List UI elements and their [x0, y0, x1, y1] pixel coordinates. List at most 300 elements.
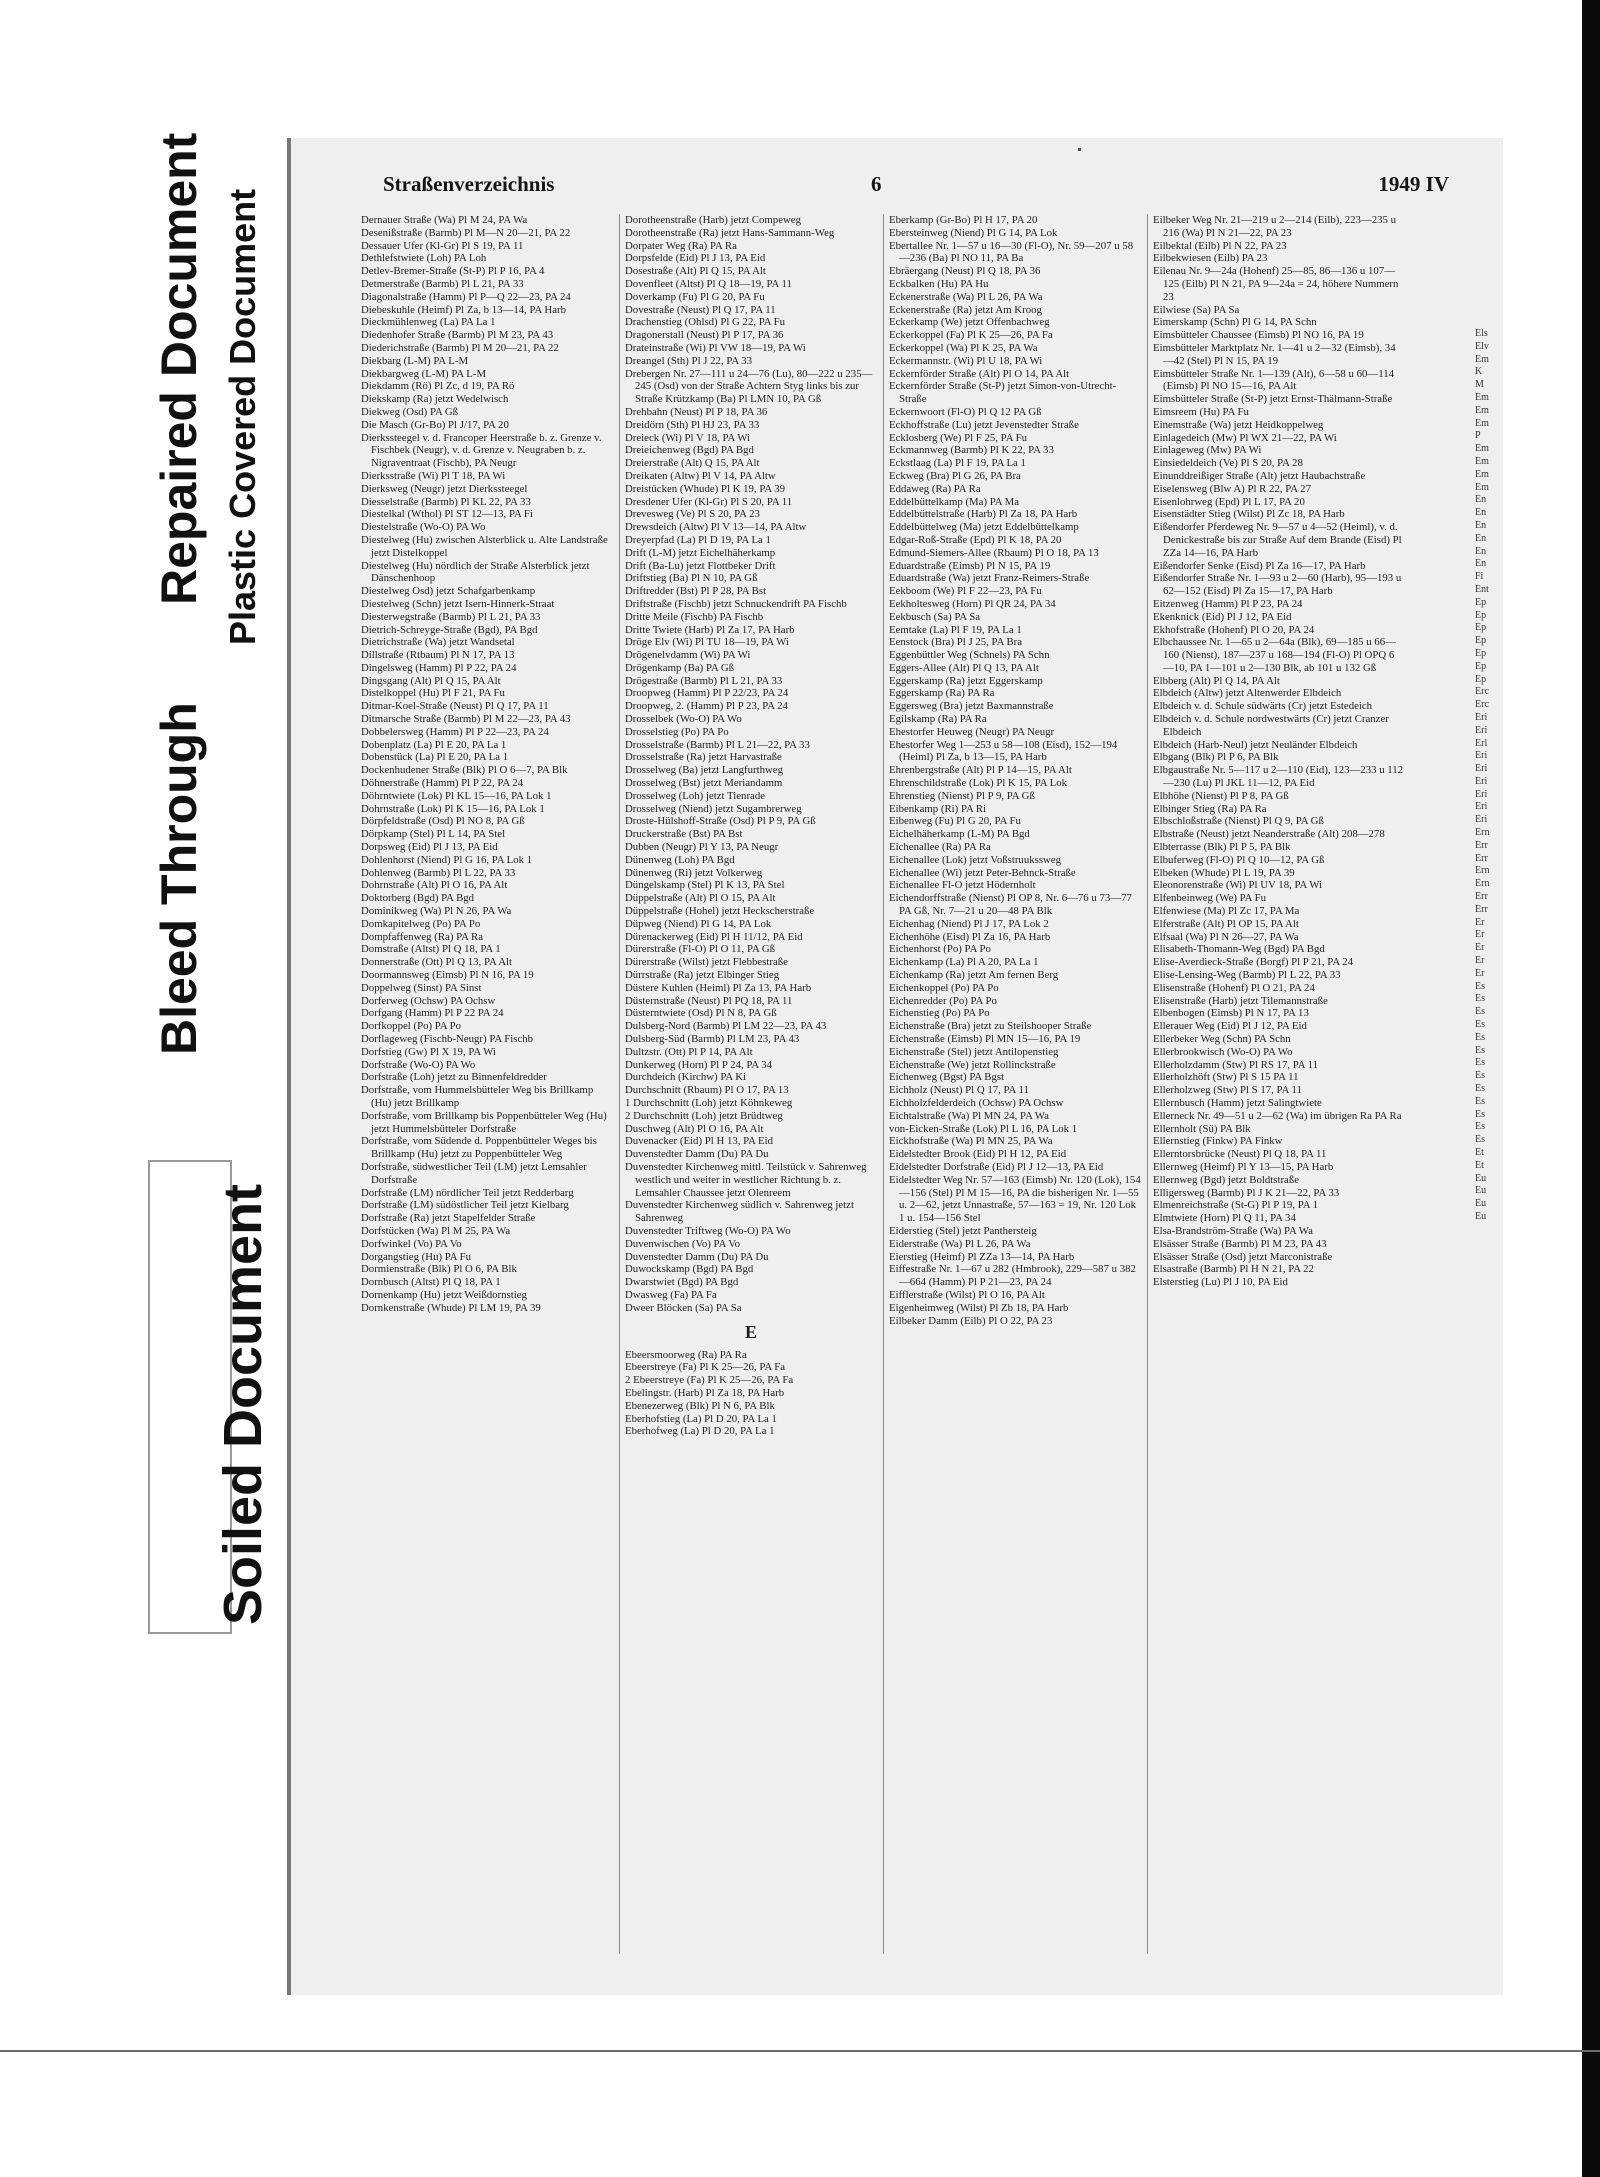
- street-entry: Eichenstraße (Bra) jetzt zu Steilshooper Straße: [889, 1020, 1092, 1033]
- street-entry: Eidelstedter Dorfstraße (Eid) Pl J 12—13, PA Eid: [889, 1160, 1104, 1173]
- street-entry: Ellerntorsbrücke (Neust) Pl Q 18, PA 11: [1153, 1148, 1327, 1161]
- street-entry: Drebergen Nr. 27—111 u 24—76 (Lu), 80—222 u 235—245 (Osd) von der Straße Achtern Styg links bis zur Straße Krützkamp (Ba) Pl LMN 10, PA Gß: [625, 367, 873, 406]
- street-entry: Elbeken (Whude) Pl L 19, PA 39: [1153, 866, 1295, 879]
- street-entry: Dominikweg (Wa) Pl N 26, PA Wa: [361, 905, 512, 918]
- street-entry: Ehrenschildstraße (Lok) Pl K 15, PA Lok: [889, 777, 1068, 790]
- street-entry: Eichenallee (Wi) jetzt Peter-Behnck-Straße: [889, 866, 1076, 879]
- street-entry: Dobenplatz (La) Pl E 20, PA La 1: [361, 738, 507, 751]
- street-entry: Diekweg (Osd) PA Gß: [361, 405, 459, 418]
- street-entry: Einlageweg (Mw) PA Wi: [1153, 444, 1262, 457]
- street-entry: Elsa-Brandström-Straße (Wa) PA Wa: [1153, 1224, 1313, 1237]
- street-entry: Elise-Lensing-Weg (Barmb) Pl L 22, PA 33: [1153, 969, 1341, 982]
- fragment-line: Eu: [1475, 1172, 1487, 1184]
- fragment-line: En: [1475, 532, 1487, 544]
- fragment-line: Fi: [1475, 571, 1484, 583]
- fragment-line: Ep: [1475, 609, 1487, 621]
- street-entry: Elsterstieg (Lu) Pl J 10, PA Eid: [1153, 1276, 1288, 1289]
- fragment-line: Ep: [1475, 673, 1487, 685]
- street-entry: Dresdener Ufer (Kl-Gr) Pl S 20, PA 11: [625, 495, 793, 508]
- street-entry: Eggersweg (Bra) jetzt Baxmannstraße: [889, 700, 1054, 713]
- street-entry: 2 Durchschnitt (Loh) jetzt Brüdtweg: [625, 1109, 783, 1122]
- street-entry: Eilwiese (Sa) PA Sa: [1153, 303, 1240, 316]
- street-entry: Dorferweg (Ochsw) PA Ochsw: [361, 994, 496, 1007]
- street-entry: Ellerneck Nr. 49—51 u 2—62 (Wa) im übrigen Ra PA Ra: [1153, 1109, 1402, 1122]
- street-entry: Eichenkamp (La) Pl A 20, PA La 1: [889, 956, 1039, 969]
- fragment-line: Em: [1475, 443, 1489, 455]
- street-entry: Doormannsweg (Eimsb) Pl N 16, PA 19: [361, 969, 534, 982]
- street-entry: Ellerbeker Weg (Schn) PA Schn: [1153, 1033, 1291, 1045]
- street-entry: Eichenstieg (Po) PA Po: [889, 1007, 990, 1020]
- fragment-line: Et: [1475, 1159, 1484, 1171]
- street-entry: Ellerauer Weg (Eid) Pl J 12, PA Eid: [1153, 1020, 1307, 1033]
- fragment-line: Es: [1475, 1108, 1485, 1120]
- scan-border-right: [1582, 0, 1600, 2177]
- street-entry: Dürerstraße (Fl-O) Pl O 11, PA Gß: [625, 943, 776, 956]
- street-entry: Eckbalken (Hu) PA Hu: [889, 277, 989, 290]
- street-entry: Diebeskuhle (Heimf) Pl Za, b 13—14, PA Harb: [361, 303, 567, 316]
- street-entry: Elise-Averdieck-Straße (Borgf) Pl P 21, PA 24: [1153, 956, 1354, 969]
- street-entry: Dompfaffenweg (Ra) PA Ra: [361, 930, 484, 943]
- fragment-line: Err: [1475, 891, 1488, 903]
- street-entry: Drift (L-M) jetzt Eichelhäherkamp: [625, 546, 776, 559]
- street-entry: Eichenallee Fl-O jetzt Hödernholt: [889, 879, 1036, 892]
- street-entry: Eißendorfer Pferdeweg Nr. 9—57 u 4—52 (Heiml), v. d. Denickestraße bis zur Straße Auf dem Brande (Eisd) Pl ZZa 14—16, PA Harb: [1153, 521, 1402, 559]
- street-entry: Elbdeich (Altw) jetzt Altenwerder Elbdeich: [1153, 687, 1342, 700]
- street-entry: Droste-Hülshoff-Straße (Osd) Pl P 9, PA Gß: [625, 815, 816, 828]
- street-entry: Dreieichenweg (Bgd) PA Bgd: [625, 444, 754, 457]
- street-entry: Dragonerstall (Neust) Pl P 17, PA 36: [625, 329, 784, 342]
- street-entry: Dorfstraße (LM) nördlicher Teil jetzt Redderbarg: [361, 1186, 574, 1199]
- street-entry: Eilbekwiesen (Eilb) PA 23: [1153, 252, 1268, 265]
- street-entry: Dierksweg (Neugr) jetzt Dierkssteegel: [361, 482, 528, 495]
- street-entry: Eckhoffstraße (Lu) jetzt Jevenstedter Straße: [889, 418, 1079, 431]
- street-entry: Ellernholt (Sü) PA Blk: [1153, 1122, 1251, 1135]
- street-entry: Eißendorfer Senke (Eisd) Pl Za 16—17, PA Harb: [1153, 559, 1366, 572]
- street-entry: Dovestraße (Neust) Pl Q 17, PA 11: [625, 303, 776, 316]
- street-entry: Dürerstraße (Wilst) jetzt Flebbestraße: [625, 956, 788, 969]
- street-entry: Ellernweg (Bgd) jetzt Boldtstraße: [1153, 1173, 1300, 1186]
- street-entry: Dierkssteegel v. d. Francoper Heerstraße b. z. Grenze v. Fischbek (Neugr), v. d. Grenze v. Neugraben b. z. Nigraventraat (Fischb), PA Neugr: [361, 431, 602, 470]
- street-entry: Dreidörn (Sth) Pl HJ 23, PA 33: [625, 418, 760, 431]
- street-entry: Dorfstraße (LM) südöstlicher Teil jetzt Kielbarg: [361, 1199, 569, 1212]
- fragment-line: Eri: [1475, 788, 1488, 800]
- street-entry: Diestelweg (Hu) nördlich der Straße Alsterblick jetzt Dänschenhoop: [361, 559, 590, 585]
- street-entry: Eiselensweg (Blw A) Pl R 22, PA 27: [1153, 482, 1311, 495]
- fragment-line: Em: [1475, 455, 1489, 467]
- fragment-line: Ern: [1475, 865, 1490, 877]
- street-entry: Dillstraße (Rtbaum) Pl N 17, PA 13: [361, 649, 515, 662]
- street-entry: Eichenweg (Bgst) PA Bgst: [889, 1071, 1005, 1084]
- street-entry: Domstraße (Altst) Pl Q 18, PA 1: [361, 943, 501, 956]
- street-entry: Elmtwiete (Horn) Pl Q 11, PA 34: [1153, 1212, 1296, 1225]
- street-entry: Diagonalstraße (Hamm) Pl P—Q 22—23, PA 24: [361, 290, 571, 303]
- street-entry: Ebeerstreye (Fa) Pl K 25—26, PA Fa: [625, 1361, 786, 1374]
- street-entry: Eiderstraße (Wa) Pl L 26, PA Wa: [889, 1237, 1031, 1250]
- fragment-line: Es: [1475, 1006, 1485, 1018]
- street-entry: Eimerskamp (Schn) Pl G 14, PA Schn: [1153, 316, 1317, 329]
- street-entry: Elfenwiese (Ma) Pl Zc 17, PA Ma: [1153, 905, 1300, 918]
- street-entry: Eckenerstraße (Ra) jetzt Am Kroog: [889, 303, 1042, 316]
- street-entry: Eidelstedter Brook (Eid) Pl H 12, PA Eid: [889, 1148, 1067, 1161]
- street-entry: Eichenredder (Po) PA Po: [889, 994, 997, 1007]
- column-rule: [619, 214, 620, 1954]
- street-entry: Einemstraße (Wa) jetzt Heidkoppelweg: [1153, 418, 1324, 431]
- street-entry: Distelkoppel (Hu) Pl F 21, PA Fu: [361, 687, 505, 700]
- street-entry: Elbdeich (Harb-Neul) jetzt Neuländer Elbdeich: [1153, 738, 1358, 751]
- street-entry: Elsastraße (Barmb) Pl H N 21, PA 22: [1153, 1263, 1314, 1276]
- street-entry: Eichenkamp (Ra) jetzt Am fernen Berg: [889, 969, 1059, 982]
- street-entry: Dweer Blöcken (Sa) PA Sa: [625, 1301, 742, 1314]
- street-entry: Düppelstraße (Alt) Pl O 15, PA Alt: [625, 892, 776, 905]
- fragment-line: Es: [1475, 1019, 1485, 1031]
- street-entry: Duschweg (Alt) Pl O 16, PA Alt: [625, 1122, 764, 1135]
- fragment-line: Eu: [1475, 1185, 1487, 1197]
- street-entry: Eberkamp (Gr-Bo) Pl H 17, PA 20: [889, 214, 1038, 226]
- fragment-line: Ep: [1475, 622, 1487, 634]
- street-entry: Detmerstraße (Barmb) Pl L 21, PA 33: [361, 277, 524, 290]
- street-entry: Druckerstraße (Bst) PA Bst: [625, 828, 743, 841]
- street-entry: Elbberg (Alt) Pl Q 14, PA Alt: [1153, 674, 1280, 687]
- page-number: 6: [871, 172, 882, 196]
- street-entry: Ellerholzweg (Stw) Pl S 17, PA 11: [1153, 1084, 1302, 1097]
- street-entry: Eitzenweg (Hamm) Pl P 23, PA 24: [1153, 597, 1303, 610]
- stamp-bleed-through: Bleed Through: [151, 702, 207, 1055]
- column-rule: [1147, 214, 1148, 1954]
- fragment-line: Eri: [1475, 711, 1488, 723]
- fragment-line: Er: [1475, 942, 1485, 954]
- fragment-line: P: [1475, 430, 1481, 442]
- fragment-line: Es: [1475, 1070, 1485, 1082]
- street-entry: Dorfstraße, vom Brillkamp bis Poppenbütteler Weg (Hu) jetzt Hummelsbütteler Dorfstraße: [361, 1109, 607, 1135]
- street-entry: Eickhofstraße (Wa) Pl MN 25, PA Wa: [889, 1135, 1053, 1148]
- street-entry: Driftstieg (Ba) Pl N 10, PA Gß: [625, 572, 758, 585]
- street-entry: Dorpsfelde (Eid) Pl J 13, PA Eid: [625, 252, 766, 265]
- street-entry: Düstere Kuhlen (Heiml) Pl Za 13, PA Harb: [625, 981, 812, 994]
- street-entry: Elferstraße (Alt) Pl OP 15, PA Alt: [1153, 917, 1299, 930]
- street-entry: 2 Ebeerstreye (Fa) Pl K 25—26, PA Fa: [625, 1374, 794, 1387]
- street-entry: Dessauer Ufer (Kl-Gr) Pl S 19, PA 11: [361, 239, 524, 252]
- fragment-line: Es: [1475, 980, 1485, 992]
- street-entry: Detlev-Bremer-Straße (St-P) Pl P 16, PA 4: [361, 265, 545, 278]
- fragment-line: Et: [1475, 1147, 1484, 1158]
- street-entry: Dreistücken (Whude) Pl K 19, PA 39: [625, 482, 786, 495]
- street-entry: Eekboom (We) Pl F 22—23, PA Fu: [889, 585, 1042, 598]
- street-entry: Dorfstraße, vom Südende d. Poppenbütteler Weges bis Brillkamp (Hu) jetzt zu Poppenbütteler Weg: [361, 1135, 597, 1161]
- street-entry: Elbinger Stieg (Ra) PA Ra: [1153, 802, 1267, 815]
- street-entry: Dornenkamp (Hu) jetzt Weißdornstieg: [361, 1288, 527, 1301]
- fragment-line: Es: [1475, 1031, 1485, 1043]
- street-entry: Duvenstedter Triftweg (Wo-O) PA Wo: [625, 1224, 791, 1237]
- street-entry: Elbstraße (Neust) jetzt Neanderstraße (Alt) 208—278: [1153, 828, 1385, 841]
- street-entry: Dritte Meile (Fischb) PA Fischb: [625, 610, 764, 623]
- street-entry: Eddelbüttelstraße (Harb) Pl Za 18, PA Harb: [889, 508, 1078, 521]
- street-entry: Dorpsweg (Eid) Pl J 13, PA Eid: [361, 841, 498, 854]
- street-entry: Doktorberg (Bgd) PA Bgd: [361, 892, 475, 905]
- street-entry: Ehrenbergstraße (Alt) Pl P 14—15, PA Alt: [889, 764, 1072, 777]
- street-entry: Dultzstr. (Ott) Pl P 14, PA Alt: [625, 1045, 753, 1058]
- street-entry: Egilskamp (Ra) PA Ra: [889, 713, 987, 726]
- stamp-plastic-covered: Plastic Covered Document: [222, 188, 263, 645]
- street-entry: Duvenacker (Eid) Pl H 13, PA Eid: [625, 1135, 774, 1148]
- street-entry: Dünenweg (Ri) jetzt Volkerweg: [625, 866, 763, 879]
- street-entry: Elligersweg (Barmb) Pl J K 21—22, PA 33: [1153, 1186, 1340, 1199]
- fragment-line: Eri: [1475, 750, 1488, 762]
- fragment-line: Els: [1475, 328, 1488, 339]
- street-entry: Eddelbüttelkamp (Ma) PA Ma: [889, 495, 1020, 508]
- street-entry: Ellernstieg (Finkw) PA Finkw: [1153, 1135, 1283, 1148]
- street-entry: Dürenackerweg (Eid) Pl H 11/12, PA Eid: [625, 930, 803, 943]
- street-entry: Düpweg (Niend) Pl G 14, PA Lok: [625, 917, 772, 930]
- street-entry: Ebenezerweg (Blk) Pl N 6, PA Blk: [625, 1399, 775, 1412]
- street-entry: Dorfstraße, vom Hummelsbütteler Weg bis Brillkamp (Hu) jetzt Brillkamp: [361, 1084, 594, 1109]
- street-entry: Drosselweg (Ba) jetzt Langfurthweg: [625, 764, 783, 777]
- street-entry: Duvenstedter Kirchenweg südlich v. Sahrenweg jetzt Sahrenweg: [625, 1199, 854, 1225]
- fragment-line: Eu: [1475, 1198, 1487, 1210]
- street-entry: Eimsbütteler Straße Nr. 1—139 (Alt), 6—58 u 60—114 (Eimsb) Pl NO 15—16, PA Alt: [1153, 367, 1394, 393]
- street-entry: Eckmannweg (Barmb) Pl K 22, PA 33: [889, 444, 1054, 457]
- fragment-line: Es: [1475, 1095, 1485, 1107]
- street-entry: Eierstieg (Heimf) Pl ZZa 13—14, PA Harb: [889, 1250, 1075, 1263]
- street-entry: Eckerkoppel (Wa) Pl K 25, PA Wa: [889, 341, 1038, 354]
- street-entry: Elbenbogen (Eimsb) Pl N 17, PA 13: [1153, 1007, 1309, 1020]
- street-entry: Eckenerstraße (Wa) Pl L 26, PA Wa: [889, 290, 1043, 303]
- street-entry: Dörpkamp (Stel) Pl L 14, PA Stel: [361, 828, 506, 841]
- fragment-line: Eri: [1475, 763, 1488, 775]
- page-header: [383, 172, 1449, 200]
- street-entry: Dulsberg-Nord (Barmb) Pl LM 22—23, PA 43: [625, 1020, 827, 1033]
- street-entry: Elmenreichstraße (St-G) Pl P 19, PA 1: [1153, 1199, 1319, 1212]
- street-entry: Dünenweg (Loh) PA Bgd: [625, 853, 735, 866]
- street-entry: Dürrstraße (Ra) jetzt Elbinger Stieg: [625, 969, 780, 982]
- street-entry: Dreierstraße (Alt) Q 15, PA Alt: [625, 457, 760, 470]
- street-entry: Ehestorfer Weg 1—253 u 58—108 (Eisd), 152—194 (Heiml) Pl Za, b 13—15, PA Harb: [889, 738, 1118, 764]
- street-entry: Eleonorenstraße (Wi) Pl UV 18, PA Wi: [1153, 879, 1322, 892]
- street-entry: Eichholz (Neust) Pl Q 17, PA 11: [889, 1084, 1029, 1097]
- column-rule: [883, 214, 884, 1954]
- street-entry: Diestelstraße (Wo-O) PA Wo: [361, 521, 486, 534]
- street-entry: Diesselstraße (Barmb) Pl KL 22, PA 33: [361, 495, 531, 508]
- street-entry: Dorflageweg (Fischb-Neugr) PA Fischb: [361, 1033, 534, 1045]
- fragment-line: Err: [1475, 903, 1488, 915]
- street-entry: Diekskamp (Ra) jetzt Wedelwisch: [361, 393, 509, 406]
- street-entry: Driftstraße (Fischb) jetzt Schnuckendrift PA Fischb: [625, 597, 847, 610]
- street-entry: Dorfstraße (Loh) jetzt zu Binnenfeldredder: [361, 1071, 547, 1084]
- street-entry: Eilbeker Damm (Eilb) Pl O 22, PA 23: [889, 1314, 1053, 1327]
- fragment-line: Eri: [1475, 724, 1488, 736]
- street-entry: Ekenknick (Eid) Pl J 12, PA Eid: [1153, 610, 1292, 623]
- street-entry: Dorfstraße, südwestlicher Teil (LM) jetzt Lemsahler Dorfstraße: [361, 1160, 587, 1186]
- street-entry: Elsässer Straße (Barmb) Pl M 23, PA 43: [1153, 1237, 1327, 1250]
- stamp-soiled-document: Soiled Document: [213, 1183, 273, 1625]
- street-entry: Ellernweg (Heimf) Pl Y 13—15, PA Harb: [1153, 1160, 1334, 1173]
- street-entry: Ecklosberg (We) Pl F 25, PA Fu: [889, 431, 1028, 444]
- street-entry: Elbgang (Blk) Pl P 6, PA Blk: [1153, 751, 1279, 764]
- street-entry: Dornkenstraße (Whude) Pl LM 19, PA 39: [361, 1301, 541, 1314]
- fragment-line: En: [1475, 519, 1487, 531]
- header-title: Straßenverzeichnis: [383, 172, 555, 196]
- fragment-line: Erl: [1475, 737, 1488, 749]
- fragment-line: Elv: [1475, 340, 1489, 352]
- street-entry: Ebeersmoorweg (Ra) PA Ra: [625, 1348, 747, 1361]
- street-entry: Diestelkal (Wthol) Pl ST 12—13, PA Fi: [361, 508, 533, 521]
- street-entry: Eggenbüttler Weg (Schnels) PA Schn: [889, 649, 1050, 662]
- street-entry: Eddaweg (Ra) PA Ra: [889, 482, 981, 495]
- street-entry: Drosselweg (Niend) jetzt Sugambrerweg: [625, 802, 802, 815]
- street-entry: Dernauer Straße (Wa) Pl M 24, PA Wa: [361, 214, 528, 226]
- street-entry: Eisenlohrweg (Epd) Pl L 17, PA 20: [1153, 495, 1305, 508]
- street-entry: Ehestorfer Heuweg (Neugr) PA Neugr: [889, 725, 1055, 738]
- street-entry: Eiffestraße Nr. 1—67 u 282 (Hmbrook), 229—587 u 382—664 (Hamm) Pl P 21—23, PA 24: [889, 1263, 1136, 1289]
- street-entry: Eichenhorst (Po) PA Po: [889, 943, 991, 956]
- street-entry: Eckernförder Straße (Alt) Pl O 14, PA Alt: [889, 367, 1070, 380]
- street-entry: Dethlefstwiete (Loh) PA Loh: [361, 252, 487, 265]
- fragment-line: Em: [1475, 468, 1489, 480]
- street-entry: Eichenstraße (We) jetzt Rollinckstraße: [889, 1058, 1056, 1071]
- street-entry: Dunkerweg (Horn) Pl P 24, PA 34: [625, 1058, 773, 1071]
- street-entry: Dorpater Weg (Ra) PA Ra: [625, 239, 737, 252]
- street-entry: Ebertallee Nr. 1—57 u 16—30 (Fl-O), Nr. 59—207 u 58—236 (Ba) Pl NO 11, PA Ba: [889, 239, 1134, 265]
- fragment-line: Em: [1475, 391, 1489, 403]
- street-entry: Einunddreißiger Straße (Alt) jetzt Haubachstraße: [1153, 469, 1366, 482]
- street-entry: Elbschloßstraße (Nienst) Pl Q 9, PA Gß: [1153, 815, 1324, 828]
- street-entry: Doverkamp (Fu) Pl G 20, PA Fu: [625, 290, 765, 303]
- fragment-line: Es: [1475, 1121, 1485, 1133]
- street-entry: Eckernwoort (Fl-O) Pl Q 12 PA Gß: [889, 405, 1042, 418]
- street-entry: Ekhofstraße (Hohenf) Pl O 20, PA 24: [1153, 623, 1315, 636]
- street-entry: Ditmarsche Straße (Barmb) Pl M 22—23, PA 43: [361, 713, 571, 726]
- street-entry: Diekbarg (L-M) PA L-M: [361, 354, 469, 367]
- street-entry: Ehrenstieg (Nienst) Pl P 9, PA Gß: [889, 789, 1035, 802]
- street-entry: Eekbusch (Sa) PA Sa: [889, 610, 981, 623]
- street-entry: Dorotheenstraße (Harb) jetzt Compeweg: [625, 214, 801, 226]
- street-entry: Ellerholzdamm (Stw) Pl RS 17, PA 11: [1153, 1058, 1319, 1071]
- street-entry: Ditmar-Koel-Straße (Neust) Pl Q 17, PA 11: [361, 700, 549, 713]
- street-entry: Eberhofstieg (La) Pl D 20, PA La 1: [625, 1412, 777, 1425]
- street-entry: Einsiedeldeich (Ve) Pl S 20, PA 28: [1153, 457, 1303, 470]
- street-entry: Eggerskamp (Ra) PA Ra: [889, 687, 995, 700]
- street-entry: Dorfwinkel (Vo) PA Vo: [361, 1237, 462, 1250]
- street-entry: Dieckmühlenweg (La) PA La 1: [361, 316, 496, 329]
- street-entry: Dingelsweg (Hamm) Pl P 22, PA 24: [361, 661, 517, 674]
- street-entry: Drewsdeich (Altw) Pl V 13—14, PA Altw: [625, 521, 807, 534]
- street-entry: Ebersteinweg (Niend) Pl G 14, PA Lok: [889, 226, 1058, 239]
- street-entry: Eibenkamp (Ri) PA Ri: [889, 802, 987, 815]
- street-entry: Diestelweg Osd) jetzt Schafgarbenkamp: [361, 585, 536, 598]
- street-entry: Dulsberg-Süd (Barmb) Pl LM 23, PA 43: [625, 1033, 800, 1045]
- street-entry: Elisenstraße (Hohenf) Pl O 21, PA 24: [1153, 981, 1315, 994]
- fragment-line: Em: [1475, 353, 1489, 365]
- street-entry: Drögestraße (Barmb) Pl L 21, PA 33: [625, 674, 783, 687]
- street-entry: Ebelingstr. (Harb) Pl Za 18, PA Harb: [625, 1386, 785, 1399]
- fragment-line: En: [1475, 558, 1487, 570]
- street-entry: Eifflerstraße (Wilst) Pl O 16, PA Alt: [889, 1288, 1045, 1301]
- fragment-line: En: [1475, 507, 1487, 519]
- street-entry: Dietrichstraße (Wa) jetzt Wandsetal: [361, 636, 515, 649]
- street-entry: Elfenbeinweg (We) PA Fu: [1153, 892, 1266, 905]
- street-entry: Eduardstraße (Wa) jetzt Franz-Reimers-Straße: [889, 572, 1090, 585]
- street-entry: Droopweg, 2. (Hamm) Pl P 23, PA 24: [625, 700, 788, 713]
- street-entry: Diekbargweg (L-M) PA L-M: [361, 367, 487, 380]
- street-entry: Duvenstedter Kirchenweg mittl. Teilstück v. Sahrenweg westlich und weiter in westlicher Richtung b. z. Lemsahler Chaussee jetzt Olenreem: [625, 1160, 867, 1199]
- street-entry: Eilbeker Weg Nr. 21—219 u 2—214 (Eilb), 223—235 u 216 (Wa) Pl N 21—22, PA 23: [1153, 214, 1397, 239]
- street-entry: Ellerbrookwisch (Wo-O) PA Wo: [1153, 1045, 1293, 1058]
- street-entry: Drosselweg (Bst) jetzt Meriandamm: [625, 777, 783, 790]
- street-entry: Elfsaal (Wa) Pl N 26—27, PA Wa: [1153, 930, 1299, 943]
- street-entry: Drateinstraße (Wi) Pl VW 18—19, PA Wi: [625, 341, 806, 354]
- street-entry: Eigenheimweg (Wilst) Pl Zb 18, PA Harb: [889, 1301, 1069, 1314]
- street-entry: Drift (Ba-Lu) jetzt Flottbeker Drift: [625, 559, 776, 572]
- street-entry: Drögenelvdamm (Wi) PA Wi: [625, 649, 751, 662]
- street-entry: Eduardstraße (Eimsb) Pl N 15, PA 19: [889, 559, 1051, 572]
- street-entry: Eichelhäherkamp (L-M) PA Bgd: [889, 828, 1030, 841]
- street-entry: Elbhöhe (Nienst) Pl P 8, PA Gß: [1153, 789, 1289, 802]
- street-entry: Ellerholzhöft (Stw) Pl S 15 PA 11: [1153, 1071, 1299, 1084]
- street-entry: Dingsgang (Alt) Pl Q 15, PA Alt: [361, 674, 501, 687]
- header-year: 1949 IV: [1378, 172, 1449, 196]
- fragment-line: Es: [1475, 993, 1485, 1005]
- street-entry: Drosselweg (Loh) jetzt Tienrade: [625, 789, 766, 802]
- street-entry: Duwockskamp (Bgd) PA Bgd: [625, 1263, 754, 1276]
- street-entry: Drosselstieg (Po) PA Po: [625, 725, 729, 738]
- fragment-line: Erc: [1475, 699, 1489, 711]
- street-column-2: [625, 214, 877, 1438]
- street-entry: Eberhofweg (La) Pl D 20, PA La 1: [625, 1425, 775, 1438]
- fragment-line: Ep: [1475, 647, 1487, 659]
- street-entry: Elbdeich v. d. Schule nordwestwärts (Cr) jetzt Cranzer Elbdeich: [1153, 713, 1389, 738]
- street-entry: Diestelweg (Schn) jetzt Isern-Hinnerk-Straat: [361, 597, 555, 610]
- street-entry: Eimsbütteler Chaussee (Eimsb) Pl NO 16, PA 19: [1153, 329, 1364, 342]
- fragment-line: Er: [1475, 929, 1485, 941]
- street-column-1: [361, 214, 613, 1315]
- fragment-line: Ep: [1475, 635, 1487, 647]
- street-entry: Elbchaussee Nr. 1—65 u 2—64a (Blk), 69—185 u 66—160 (Nienst), 187—237 u 168—194 (Fl-O) Pl OPQ 6—10, PA 1—101 u 2—130 Blk, ab 101 u 132 Gß: [1153, 636, 1396, 674]
- street-entry: Drosselstraße (Ra) jetzt Harvastraße: [625, 751, 782, 764]
- street-entry: Düsterntwiete (Osd) Pl N 8, PA Gß: [625, 1007, 777, 1020]
- street-entry: Eilenau Nr. 9—24a (Hohenf) 25—85, 86—136 u 107—125 (Eilb) Pl N 21, PA 9—24a = 24, höhere Nummern 23: [1153, 265, 1399, 303]
- street-entry: Drosselstraße (Barmb) Pl L 21—22, PA 33: [625, 738, 810, 751]
- street-entry: Eemtake (La) Pl F 19, PA La 1: [889, 623, 1022, 636]
- street-entry: Eckerkamp (We) jetzt Offenbachweg: [889, 316, 1050, 329]
- street-entry: Eckstlaag (La) Pl F 19, PA La 1: [889, 457, 1026, 470]
- street-entry: Düsternstraße (Neust) Pl PQ 18, PA 11: [625, 994, 793, 1007]
- street-entry: Elsässer Straße (Osd) jetzt Marconistraße: [1153, 1250, 1333, 1263]
- street-entry: Elbterrasse (Blk) Pl P 5, PA Blk: [1153, 841, 1291, 854]
- street-entry: Eichtalstraße (Wa) Pl MN 24, PA Wa: [889, 1109, 1049, 1122]
- street-entry: Dobbelersweg (Hamm) Pl P 22—23, PA 24: [361, 725, 549, 738]
- street-entry: Dohrnstraße (Alt) Pl O 16, PA Alt: [361, 879, 508, 892]
- street-entry: Eiderstieg (Stel) jetzt Panthersteig: [889, 1224, 1037, 1237]
- street-entry: Elbuferweg (Fl-O) Pl Q 10—12, PA Gß: [1153, 853, 1325, 866]
- street-entry: Eenstock (Bra) Pl J 25, PA Bra: [889, 636, 1023, 649]
- street-entry: Eichenhöhe (Eisd) Pl Za 16, PA Harb: [889, 930, 1051, 943]
- fragment-line: Erc: [1475, 686, 1489, 698]
- street-entry: Donnerstraße (Ott) Pl Q 13, PA Alt: [361, 956, 513, 969]
- street-entry: Eggers-Allee (Alt) Pl Q 13, PA Alt: [889, 661, 1039, 674]
- street-entry: Diestelweg (Hu) zwischen Alsterblick u. Alte Landstraße jetzt Distelkoppel: [361, 533, 608, 559]
- street-entry: Durchdeich (Kirchw) PA Ki: [625, 1071, 747, 1084]
- street-entry: Dorgangstieg (Hu) PA Fu: [361, 1250, 472, 1263]
- street-entry: Eckernförder Straße (St-P) jetzt Simon-von-Utrecht-Straße: [889, 380, 1117, 406]
- street-entry: Eichenallee (Ra) PA Ra: [889, 841, 991, 854]
- street-entry: Eißendorfer Straße Nr. 1—93 u 2—60 (Harb), 95—193 u 62—152 (Eisd) Pl Za 15—17, PA Harb: [1153, 572, 1402, 598]
- fragment-line: Eri: [1475, 801, 1488, 813]
- page-blemish: [1078, 148, 1081, 151]
- street-entry: Eichenhag (Niend) Pl J 17, PA Lok 2: [889, 917, 1049, 930]
- fragment-line: Eri: [1475, 775, 1488, 787]
- street-entry: Duvenstedter Damm (Du) PA Du: [625, 1148, 769, 1161]
- fragment-line: Eu: [1475, 1210, 1487, 1222]
- street-entry: Eichenkoppel (Po) PA Po: [889, 981, 999, 994]
